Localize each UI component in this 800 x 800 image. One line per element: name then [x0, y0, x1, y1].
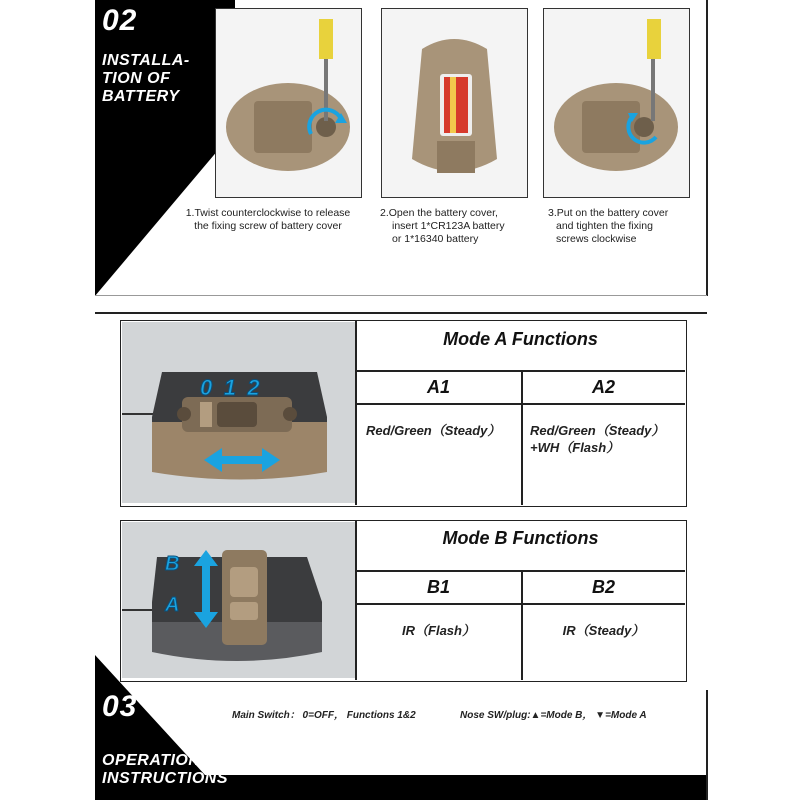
- mode-b-col1-header: B1: [426, 577, 450, 597]
- mode-a-subheader-line: [355, 403, 685, 405]
- section-02-bottom-border: [95, 295, 707, 296]
- step-1-caption-line: 1.Twist counterclockwise to release: [185, 207, 351, 219]
- step-2-photo: [381, 8, 528, 198]
- mode-b-header-line: [355, 570, 685, 572]
- mode-a-col1-text: [366, 422, 521, 439]
- dial-label-2: 2: [247, 375, 260, 400]
- section-02-title: [102, 52, 190, 106]
- section-separator: [95, 312, 707, 314]
- step-2-caption-line: insert 1*CR123A battery: [392, 220, 505, 232]
- mode-a-header-line: [355, 370, 685, 372]
- step-1-photo: [215, 8, 362, 198]
- battery-cover-screw-release-illustration: [216, 9, 361, 197]
- section-02-right-border: [706, 0, 708, 296]
- mode-a-col2-header: A2: [591, 377, 615, 397]
- section-03-title-line: OPERATION: [102, 752, 201, 769]
- section-03-title: [102, 752, 228, 788]
- main-switch-note: Main Switch： 0=OFF， Functions 1&2: [232, 710, 416, 721]
- mode-a-photo: [122, 322, 355, 503]
- mode-a-col2-text: [530, 422, 685, 456]
- open-battery-compartment-illustration: [382, 9, 527, 197]
- dial-label-1: 1: [223, 375, 236, 400]
- mode-a-col2-line: Red/Green（Steady）: [530, 423, 665, 438]
- section-02-number: 02: [102, 4, 138, 37]
- step-3-caption-line: 3.Put on the battery cover: [548, 207, 669, 219]
- step-3-caption-line: and tighten the fixing: [556, 220, 653, 232]
- section-02-title-line: TION OF: [102, 70, 171, 87]
- dial-label-0: 0: [200, 375, 213, 400]
- mode-b-title: Mode B Functions: [442, 528, 599, 548]
- section-03-right-border: [706, 690, 708, 800]
- step-1-caption-line: the fixing screw of battery cover: [194, 220, 342, 232]
- battery-cover-screw-tighten-illustration: [544, 9, 689, 197]
- main-switch-dial-illustration: [122, 322, 355, 503]
- step-3-caption-line: screws clockwise: [556, 233, 637, 245]
- step-3-photo: [543, 8, 690, 198]
- mode-a-col2-line: +WH（Flash）: [530, 440, 620, 455]
- mode-b-col1-text: IR（Flash）: [402, 623, 475, 638]
- mode-b-subheader-line: [355, 603, 685, 605]
- section-03-number: 03: [102, 690, 138, 723]
- mode-b-col2-header: B2: [591, 577, 615, 597]
- step-2-caption: [380, 207, 540, 246]
- step-1-caption: [168, 207, 368, 233]
- mode-a-col1-line: Red/Green（Steady）: [366, 423, 501, 438]
- switch-label-b: B: [165, 553, 180, 575]
- step-2-caption-line: 2.Open the battery cover,: [380, 207, 498, 219]
- step-2-caption-line: or 1*16340 battery: [392, 233, 479, 245]
- section-03-title-line: INSTRUCTIONS: [102, 770, 228, 787]
- dial-labels: [200, 375, 260, 401]
- section-02-black-tab: [95, 0, 235, 296]
- mode-a-col1-header: A1: [426, 377, 450, 397]
- section-02-title-line: INSTALLA-: [102, 52, 190, 69]
- section-02-title-line: BATTERY: [102, 88, 180, 105]
- step-3-caption: [548, 207, 698, 246]
- mode-b-col2-text: IR（Steady）: [562, 623, 645, 638]
- switch-label-a: A: [165, 594, 180, 616]
- mode-a-title: Mode A Functions: [443, 329, 598, 349]
- nose-switch-note: Nose SW/plug:▲=Mode B， ▼=Mode A: [460, 710, 647, 721]
- section-03-right-block: [285, 775, 707, 800]
